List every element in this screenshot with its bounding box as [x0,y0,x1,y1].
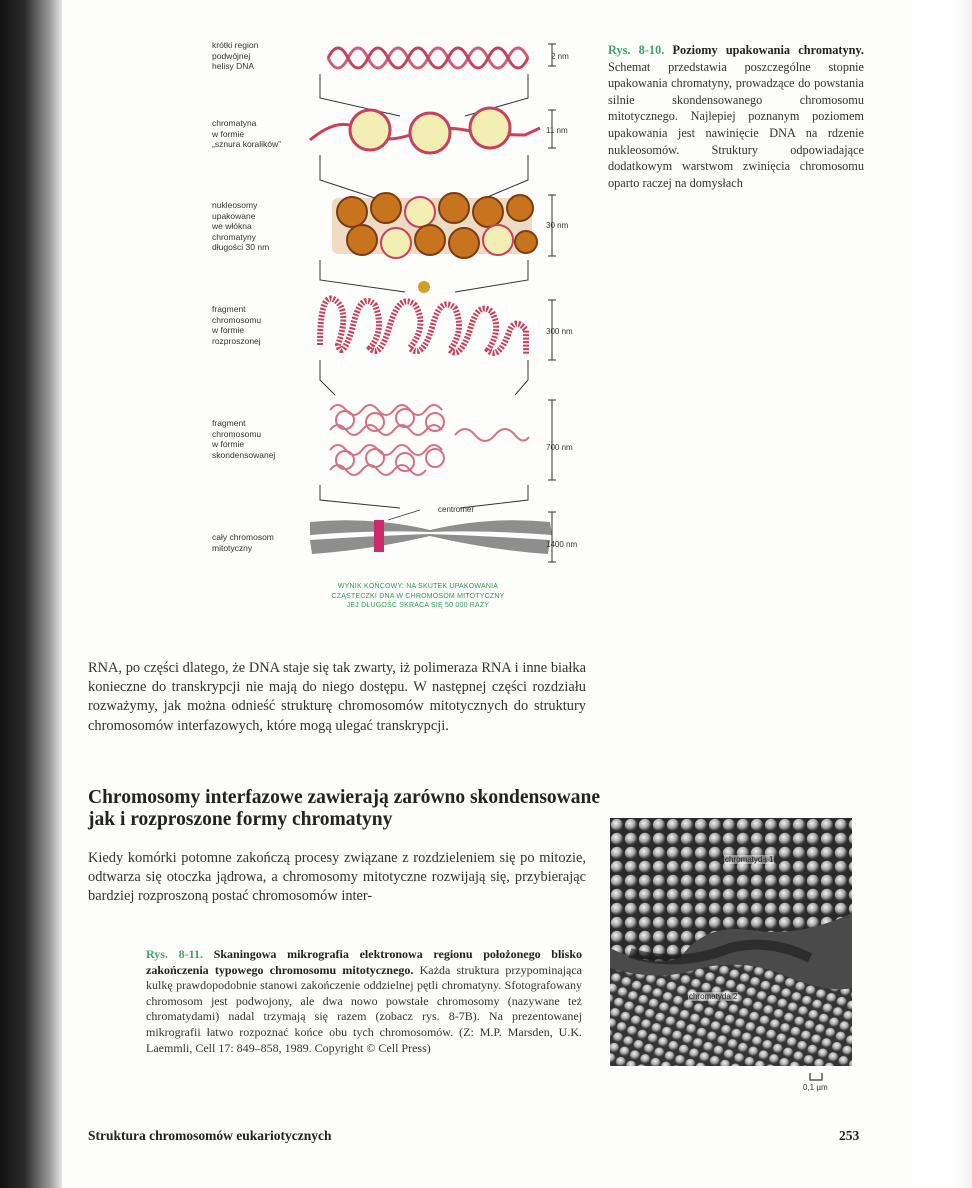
scale-2nm: 2 nm [551,52,569,61]
caption-number: Rys. 8-10. [608,43,665,57]
result-note: WYNIK KOŃCOWY: NA SKUTEK UPAKOWANIA CZĄSTECZKI DNA W CHROMOSOM MITOTYCZNY JEJ DŁUGOŚĆ SKRACA SIĘ 50 000 RAZY [331,583,505,609]
scale-700nm: 700 nm [546,443,573,452]
page-number: 253 [839,1128,860,1143]
extended-chromatin-loops [320,281,526,355]
paragraph-2: Kiedy komórki potomne zakończą procesy związane z rozdzieleniem się po mitozie, odtwarza się otoczka jądrowa, a chromosomy mitotyczne rozwijają się, przybierając bardziej rozproszoną postać chromosomów inter- [88,850,586,905]
caption-number: Rys. 8-11. [146,947,203,961]
label-chromatid-1: chromatyda 1 [725,855,774,864]
beads-on-string [310,108,540,153]
scan-gutter-left [0,0,62,1188]
label-beads-on-string: chromatyna w formie „sznura koralików” [212,118,281,149]
caption-title: Skaningowa mikrografia elektronowa regionu położonego blisko zakończenia typowego chromosomu mitotycznego. [146,947,582,977]
label-mitotic-chromosome: cały chromosom mitotyczny [212,532,274,553]
figure-8-10-diagram [290,30,610,575]
label-extended-section: fragment chromosomu w formie rozproszonej [212,304,262,346]
scale-bars [548,44,556,562]
dna-double-helix [328,48,528,68]
scale-30nm: 30 nm [546,221,569,230]
caption-body: Każda struktura przypominająca kulkę prawdopodobnie stanowi zakończenie oddzielnej pętli chromatyny. Sfotografowany chromosom jest podwojony, ale dwa nowo powstałe chromosomy (nazywane też chromatydami) nadal trzymają się razem (zobacz rys. 8-7B). Na prezentowanej mikrografii łatwo rozpoznać końce obu tych chromosomów. (Z: M.P. Marsden, U.K. Laemmli, Cell 17: 849–858, 1989. Copyright © Cell Press) [146,962,582,1055]
mitotic-chromosome [310,520,552,554]
scale-300nm: 300 nm [546,327,573,336]
micrograph-scalebar-label: 0,1 µm [803,1083,828,1092]
scale-1400nm: 1400 nm [546,540,578,549]
condensed-chromatin [330,405,529,475]
30nm-fiber [332,193,537,258]
caption-title: Poziomy upakowania chromatyny. [672,43,864,57]
label-condensed-section: fragment chromosomu w formie skondensowanej [212,418,276,460]
section-heading: Chromosomy interfazowe zawierają zarówno skondensowane jak i rozproszone formy chromatyny [88,787,600,830]
micrograph-scalebar [808,1072,824,1082]
label-dna-helix: krótki region podwójnej helisy DNA [212,40,259,71]
centromere-label: centromer [438,505,475,514]
running-footer-section: Struktura chromosomów eukariotycznych [88,1128,332,1143]
figure-8-10-caption [608,42,864,191]
scale-11nm: 11 nm [546,126,568,135]
caption-body: Schemat przedstawia poszczególne stopnie upakowania chromatyny, prowadzące do powstania silnie skondensowanego chromosomu mitotycznego. Najlepiej poznanym poziomem upakowania jest nawinięcie DNA na rdzenie nukleosomów. Struktury odpowiadające dodatkowym warstwom zwinięcia chromosomu oparto raczej na domysłach [608,59,864,190]
paragraph-1: RNA, po części dlatego, że DNA staje się tak zwarty, iż polimeraza RNA i inne białka konieczne do transkrypcji nie mają do niego dostępu. W następnej części rozdziału rozważymy, jak można odnieść strukturę chromosomów mitotycznych do struktury chromosomów interfazowych, które mogą ulegać transkrypcji. [88,660,586,734]
figure-8-11-caption [146,947,582,1056]
scan-gutter-right [912,0,972,1188]
label-30nm-fiber: nukleosomy upakowane we włókna chromatyny długości 30 nm [212,200,270,252]
label-chromatid-2: chromatyda 2 [689,992,738,1001]
